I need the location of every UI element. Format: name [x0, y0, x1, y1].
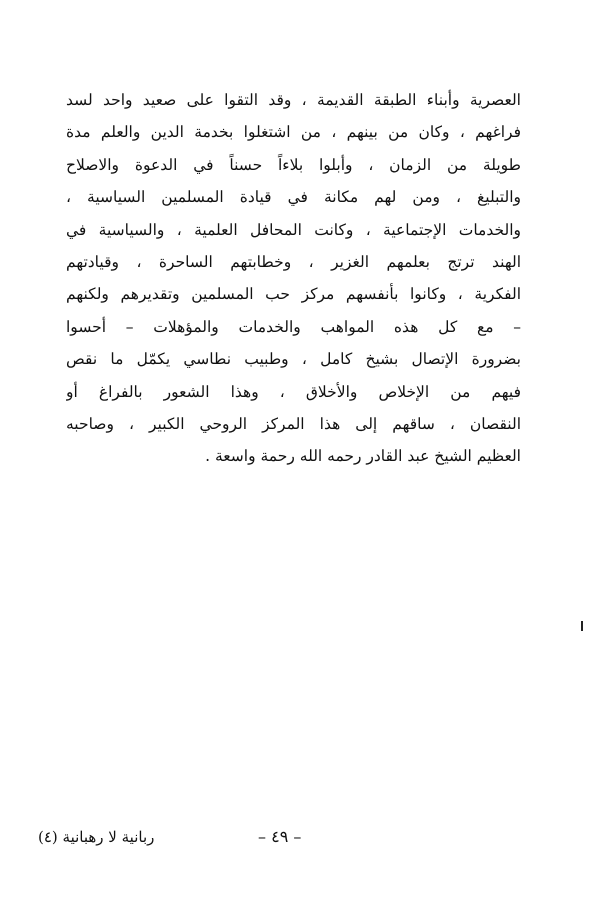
- text-line: طويلة من الزمان ، وأبلوا بلاءاً حسناً في الدعوة والاصلاح: [66, 155, 521, 174]
- text-line: فراغهم ، وكان من بينهم ، من اشتغلوا بخدمة الدين والعلم مدة: [66, 123, 521, 142]
- text-line: بضرورة الإتصال بشيخ كامل ، وطبيب نطاسي يكمّل ما نقص: [66, 350, 521, 369]
- text-line: النقصان ، ساقهم إلى هذا المركز الروحي الكبير ، وصاحبه: [66, 414, 521, 433]
- text-line: الهند ترتج بعلمهم الغزير ، وخطابتهم الساحرة ، وقيادتهم: [66, 252, 521, 271]
- page-number: – ٤٩ –: [258, 827, 302, 846]
- text-line: فيهم من الإخلاص والأخلاق ، وهذا الشعور بالفراغ أو: [66, 382, 521, 401]
- text-line: العصرية وأبناء الطبقة القديمة ، وقد التقوا على صعيد واحد لسد: [66, 91, 521, 109]
- body-text: [66, 84, 521, 473]
- running-title: ربانية لا رهبانية (٤): [38, 828, 155, 846]
- page-footer: [38, 822, 528, 852]
- text-line-last: العظيم الشيخ عبد القادر رحمه الله رحمة واسعة .: [205, 447, 521, 466]
- margin-mark: [581, 621, 583, 631]
- text-line: والتبليغ ، ومن لهم مكانة في قيادة المسلمين السياسية ،: [66, 188, 521, 207]
- text-line: الفكرية ، وكانوا بأنفسهم مركز حب المسلمين وتقديرهم ولكنهم: [66, 285, 521, 304]
- text-line: والخدمات الإجتماعية ، وكانت المحافل العلمية ، والسياسية في: [66, 220, 521, 239]
- text-line: – مع كل هذه المواهب والخدمات والمؤهلات – أحسوا: [66, 317, 521, 336]
